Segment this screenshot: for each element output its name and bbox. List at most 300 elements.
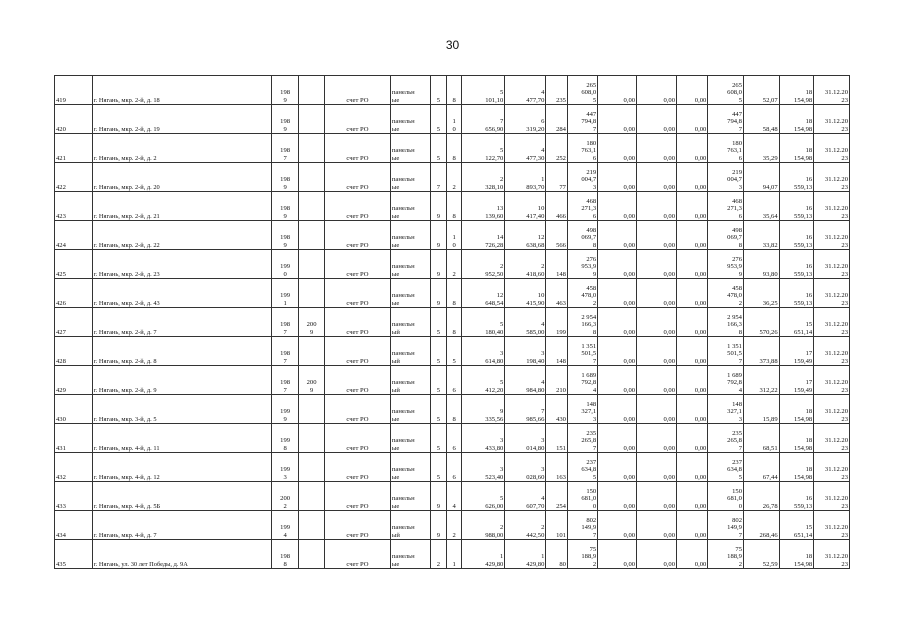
cell-area-total: 3 614,80 xyxy=(462,337,505,366)
cell-year-repair xyxy=(299,105,325,134)
cell-address: г. Нягань, мкр. 4-й, д. 11 xyxy=(92,424,271,453)
cell-unit-cost: 93,80 xyxy=(743,250,779,279)
cell-address: г. Нягань, мкр. 2-й, д. 23 xyxy=(92,250,271,279)
cell-residents: 254 xyxy=(546,482,568,511)
cell-residents: 148 xyxy=(546,337,568,366)
cell-area-living: 12 638,68 xyxy=(505,221,546,250)
cell-funding-regional: 0,00 xyxy=(637,395,677,424)
cell-year-built: 198 8 xyxy=(272,540,299,569)
cell-unit-cost: 52,07 xyxy=(743,76,779,105)
table-row xyxy=(55,511,850,540)
cell-max-unit-cost: 18 154,98 xyxy=(779,453,814,482)
table-row xyxy=(55,395,850,424)
cell-area-living: 3 028,60 xyxy=(505,453,546,482)
cell-max-unit-cost: 15 651,14 xyxy=(779,511,814,540)
cell-floors: 5 xyxy=(430,424,446,453)
cell-funding-federal: 0,00 xyxy=(598,511,637,540)
cell-area-total: 12 648,54 xyxy=(462,279,505,308)
cell-row-number: 433 xyxy=(55,482,93,511)
cell-max-unit-cost: 18 154,98 xyxy=(779,395,814,424)
cell-row-number: 432 xyxy=(55,453,93,482)
cell-year-built: 200 2 xyxy=(272,482,299,511)
cell-funding-regional: 0,00 xyxy=(637,105,677,134)
cell-funding-regional: 0,00 xyxy=(637,424,677,453)
cell-cost-total: 802 149,9 7 xyxy=(567,511,597,540)
cell-entrances: 2 xyxy=(447,250,462,279)
cell-cost-total: 2 954 166,3 8 xyxy=(567,308,597,337)
cell-funding-regional: 0,00 xyxy=(637,540,677,569)
cell-funding-local: 0,00 xyxy=(677,192,708,221)
cell-unit-cost: 52,59 xyxy=(743,540,779,569)
cell-address: г. Нягань, мкр. 2-й, д. 19 xyxy=(92,105,271,134)
cell-funding-regional: 0,00 xyxy=(637,221,677,250)
page-number: 30 xyxy=(445,38,460,52)
cell-deadline: 31.12.20 23 xyxy=(814,366,850,395)
cell-entrances: 8 xyxy=(447,192,462,221)
cell-address: г. Нягань, ул. 30 лет Победы, д. 9А xyxy=(92,540,271,569)
cell-wall-material: панельн ые xyxy=(390,76,430,105)
cell-funding-local: 0,00 xyxy=(677,482,708,511)
cell-year-repair xyxy=(299,337,325,366)
cell-year-built: 198 9 xyxy=(272,192,299,221)
cell-deadline: 31.12.20 23 xyxy=(814,395,850,424)
cell-area-living: 2 442,50 xyxy=(505,511,546,540)
cell-floors: 5 xyxy=(430,366,446,395)
cell-cost-owners: 498 069,7 8 xyxy=(708,221,744,250)
cell-floors: 5 xyxy=(430,134,446,163)
cell-area-living: 4 585,00 xyxy=(505,308,546,337)
cell-entrances: 1 xyxy=(447,540,462,569)
cell-year-repair xyxy=(299,482,325,511)
cell-cost-total: 235 265,8 7 xyxy=(567,424,597,453)
cell-entrances: 2 xyxy=(447,511,462,540)
cell-entrances: 2 xyxy=(447,163,462,192)
cell-area-living: 6 319,20 xyxy=(505,105,546,134)
cell-funding-regional: 0,00 xyxy=(637,366,677,395)
cell-cost-owners: 447 794,8 7 xyxy=(708,105,744,134)
cell-area-total: 5 180,40 xyxy=(462,308,505,337)
table-row xyxy=(55,134,850,163)
cell-funding-federal: 0,00 xyxy=(598,453,637,482)
registry-table xyxy=(54,75,850,569)
cell-funding-regional: 0,00 xyxy=(637,453,677,482)
cell-area-total: 13 139,60 xyxy=(462,192,505,221)
cell-unit-cost: 94,07 xyxy=(743,163,779,192)
cell-fund-method: счет РО xyxy=(325,221,391,250)
cell-cost-total: 468 271,3 6 xyxy=(567,192,597,221)
cell-deadline: 31.12.20 23 xyxy=(814,250,850,279)
cell-funding-local: 0,00 xyxy=(677,279,708,308)
cell-unit-cost: 36,25 xyxy=(743,279,779,308)
cell-funding-local: 0,00 xyxy=(677,366,708,395)
cell-year-repair xyxy=(299,76,325,105)
cell-cost-owners: 150 681,0 0 xyxy=(708,482,744,511)
cell-area-living: 4 607,70 xyxy=(505,482,546,511)
cell-row-number: 420 xyxy=(55,105,93,134)
cell-area-total: 9 335,56 xyxy=(462,395,505,424)
cell-funding-federal: 0,00 xyxy=(598,76,637,105)
cell-entrances: 8 xyxy=(447,395,462,424)
cell-unit-cost: 33,82 xyxy=(743,221,779,250)
cell-wall-material: панельн ый xyxy=(390,366,430,395)
cell-area-living: 10 417,40 xyxy=(505,192,546,221)
cell-row-number: 424 xyxy=(55,221,93,250)
cell-year-repair xyxy=(299,279,325,308)
cell-residents: 77 xyxy=(546,163,568,192)
cell-cost-owners: 219 004,7 3 xyxy=(708,163,744,192)
cell-area-living: 4 984,80 xyxy=(505,366,546,395)
cell-row-number: 429 xyxy=(55,366,93,395)
cell-funding-local: 0,00 xyxy=(677,308,708,337)
cell-row-number: 419 xyxy=(55,76,93,105)
cell-year-repair xyxy=(299,453,325,482)
cell-residents: 163 xyxy=(546,453,568,482)
cell-unit-cost: 373,88 xyxy=(743,337,779,366)
cell-unit-cost: 15,89 xyxy=(743,395,779,424)
cell-row-number: 422 xyxy=(55,163,93,192)
cell-max-unit-cost: 17 159,49 xyxy=(779,337,814,366)
cell-deadline: 31.12.20 23 xyxy=(814,453,850,482)
cell-cost-total: 150 681,0 0 xyxy=(567,482,597,511)
cell-year-built: 198 7 xyxy=(272,308,299,337)
cell-deadline: 31.12.20 23 xyxy=(814,308,850,337)
cell-wall-material: панельн ые xyxy=(390,250,430,279)
cell-row-number: 431 xyxy=(55,424,93,453)
cell-max-unit-cost: 16 559,13 xyxy=(779,221,814,250)
cell-year-repair xyxy=(299,221,325,250)
cell-year-repair xyxy=(299,134,325,163)
cell-deadline: 31.12.20 23 xyxy=(814,76,850,105)
cell-max-unit-cost: 18 154,98 xyxy=(779,105,814,134)
cell-year-built: 198 9 xyxy=(272,105,299,134)
cell-fund-method: счет РО xyxy=(325,395,391,424)
cell-floors: 9 xyxy=(430,221,446,250)
cell-max-unit-cost: 16 559,13 xyxy=(779,163,814,192)
table-row xyxy=(55,308,850,337)
cell-fund-method: счет РО xyxy=(325,366,391,395)
cell-area-living: 4 477,30 xyxy=(505,134,546,163)
cell-entrances: 6 xyxy=(447,453,462,482)
cell-cost-owners: 468 271,3 6 xyxy=(708,192,744,221)
cell-fund-method: счет РО xyxy=(325,308,391,337)
cell-cost-owners: 237 634,8 5 xyxy=(708,453,744,482)
cell-cost-total: 148 327,1 3 xyxy=(567,395,597,424)
cell-year-built: 198 9 xyxy=(272,76,299,105)
cell-funding-local: 0,00 xyxy=(677,250,708,279)
cell-fund-method: счет РО xyxy=(325,105,391,134)
cell-fund-method: счет РО xyxy=(325,279,391,308)
cell-residents: 101 xyxy=(546,511,568,540)
cell-deadline: 31.12.20 23 xyxy=(814,337,850,366)
cell-cost-total: 237 634,8 5 xyxy=(567,453,597,482)
cell-entrances: 8 xyxy=(447,308,462,337)
cell-funding-federal: 0,00 xyxy=(598,250,637,279)
cell-floors: 9 xyxy=(430,279,446,308)
cell-wall-material: панельн ые xyxy=(390,482,430,511)
cell-floors: 9 xyxy=(430,192,446,221)
cell-year-built: 198 7 xyxy=(272,134,299,163)
cell-year-repair xyxy=(299,395,325,424)
cell-wall-material: панельн ые xyxy=(390,105,430,134)
cell-area-total: 3 523,40 xyxy=(462,453,505,482)
cell-unit-cost: 26,78 xyxy=(743,482,779,511)
cell-area-total: 2 328,10 xyxy=(462,163,505,192)
cell-address: г. Нягань, мкр. 2-й, д. 7 xyxy=(92,308,271,337)
cell-address: г. Нягань, мкр. 2-й, д. 9 xyxy=(92,366,271,395)
cell-area-living: 1 893,70 xyxy=(505,163,546,192)
cell-cost-owners: 75 188,9 2 xyxy=(708,540,744,569)
cell-cost-owners: 2 954 166,3 8 xyxy=(708,308,744,337)
cell-wall-material: панельн ый xyxy=(390,337,430,366)
cell-residents: 466 xyxy=(546,192,568,221)
cell-unit-cost: 268,46 xyxy=(743,511,779,540)
cell-row-number: 423 xyxy=(55,192,93,221)
cell-unit-cost: 312,22 xyxy=(743,366,779,395)
table-row xyxy=(55,482,850,511)
cell-floors: 9 xyxy=(430,511,446,540)
cell-year-built: 199 4 xyxy=(272,511,299,540)
cell-deadline: 31.12.20 23 xyxy=(814,540,850,569)
cell-entrances: 8 xyxy=(447,279,462,308)
cell-funding-local: 0,00 xyxy=(677,105,708,134)
cell-year-built: 199 1 xyxy=(272,279,299,308)
cell-row-number: 428 xyxy=(55,337,93,366)
cell-cost-owners: 265 608,0 5 xyxy=(708,76,744,105)
cell-floors: 5 xyxy=(430,105,446,134)
cell-cost-total: 75 188,9 2 xyxy=(567,540,597,569)
cell-cost-total: 1 689 792,8 4 xyxy=(567,366,597,395)
cell-floors: 2 xyxy=(430,540,446,569)
cell-wall-material: панельн ый xyxy=(390,511,430,540)
cell-year-repair xyxy=(299,540,325,569)
cell-row-number: 421 xyxy=(55,134,93,163)
cell-area-total: 5 122,70 xyxy=(462,134,505,163)
cell-entrances: 5 xyxy=(447,337,462,366)
cell-floors: 9 xyxy=(430,482,446,511)
cell-address: г. Нягань, мкр. 2-й, д. 8 xyxy=(92,337,271,366)
cell-funding-local: 0,00 xyxy=(677,540,708,569)
cell-funding-regional: 0,00 xyxy=(637,511,677,540)
cell-funding-regional: 0,00 xyxy=(637,192,677,221)
cell-fund-method: счет РО xyxy=(325,482,391,511)
cell-year-built: 199 0 xyxy=(272,250,299,279)
cell-wall-material: панельн ые xyxy=(390,279,430,308)
cell-funding-federal: 0,00 xyxy=(598,395,637,424)
cell-address: г. Нягань, мкр. 2-й, д. 21 xyxy=(92,192,271,221)
cell-deadline: 31.12.20 23 xyxy=(814,105,850,134)
cell-funding-federal: 0,00 xyxy=(598,337,637,366)
cell-fund-method: счет РО xyxy=(325,192,391,221)
cell-entrances: 1 0 xyxy=(447,105,462,134)
cell-year-repair: 200 9 xyxy=(299,366,325,395)
cell-cost-owners: 1 689 792,8 4 xyxy=(708,366,744,395)
cell-funding-local: 0,00 xyxy=(677,511,708,540)
cell-funding-local: 0,00 xyxy=(677,424,708,453)
cell-fund-method: счет РО xyxy=(325,453,391,482)
cell-max-unit-cost: 16 559,13 xyxy=(779,279,814,308)
cell-area-living: 3 014,80 xyxy=(505,424,546,453)
cell-address: г. Нягань, мкр. 2-й, д. 18 xyxy=(92,76,271,105)
cell-wall-material: панельн ые xyxy=(390,221,430,250)
cell-area-living: 10 415,90 xyxy=(505,279,546,308)
cell-area-total: 7 656,90 xyxy=(462,105,505,134)
registry-body xyxy=(55,76,850,569)
cell-address: г. Нягань, мкр. 4-й, д. 12 xyxy=(92,453,271,482)
cell-floors: 9 xyxy=(430,250,446,279)
cell-address: г. Нягань, мкр. 2-й, д. 2 xyxy=(92,134,271,163)
cell-year-repair xyxy=(299,250,325,279)
cell-deadline: 31.12.20 23 xyxy=(814,424,850,453)
cell-funding-federal: 0,00 xyxy=(598,221,637,250)
cell-max-unit-cost: 18 154,98 xyxy=(779,540,814,569)
cell-area-total: 2 988,00 xyxy=(462,511,505,540)
cell-address: г. Нягань, мкр. 3-й, д. 5 xyxy=(92,395,271,424)
cell-cost-total: 1 351 501,5 7 xyxy=(567,337,597,366)
cell-funding-federal: 0,00 xyxy=(598,134,637,163)
cell-area-living: 7 985,66 xyxy=(505,395,546,424)
cell-deadline: 31.12.20 23 xyxy=(814,511,850,540)
cell-year-repair xyxy=(299,163,325,192)
cell-cost-total: 180 763,1 6 xyxy=(567,134,597,163)
table-row xyxy=(55,192,850,221)
cell-area-total: 1 429,80 xyxy=(462,540,505,569)
cell-area-total: 14 726,28 xyxy=(462,221,505,250)
cell-cost-owners: 148 327,1 3 xyxy=(708,395,744,424)
cell-year-repair xyxy=(299,511,325,540)
cell-area-living: 3 198,40 xyxy=(505,337,546,366)
cell-max-unit-cost: 16 559,13 xyxy=(779,482,814,511)
cell-cost-owners: 458 478,0 2 xyxy=(708,279,744,308)
cell-wall-material: панельн ые xyxy=(390,192,430,221)
table-row xyxy=(55,366,850,395)
cell-fund-method: счет РО xyxy=(325,163,391,192)
cell-funding-local: 0,00 xyxy=(677,163,708,192)
table-row xyxy=(55,163,850,192)
cell-cost-owners: 276 953,9 9 xyxy=(708,250,744,279)
cell-year-repair xyxy=(299,424,325,453)
cell-funding-local: 0,00 xyxy=(677,221,708,250)
cell-funding-federal: 0,00 xyxy=(598,366,637,395)
cell-funding-federal: 0,00 xyxy=(598,163,637,192)
cell-year-built: 199 9 xyxy=(272,395,299,424)
cell-area-total: 5 412,20 xyxy=(462,366,505,395)
table-row xyxy=(55,76,850,105)
cell-year-built: 198 9 xyxy=(272,221,299,250)
cell-unit-cost: 35,29 xyxy=(743,134,779,163)
cell-funding-federal: 0,00 xyxy=(598,279,637,308)
cell-fund-method: счет РО xyxy=(325,540,391,569)
cell-floors: 7 xyxy=(430,163,446,192)
cell-fund-method: счет РО xyxy=(325,337,391,366)
cell-deadline: 31.12.20 23 xyxy=(814,221,850,250)
cell-funding-local: 0,00 xyxy=(677,337,708,366)
cell-residents: 235 xyxy=(546,76,568,105)
cell-unit-cost: 68,51 xyxy=(743,424,779,453)
cell-entrances: 1 0 xyxy=(447,221,462,250)
cell-wall-material: панельн ые xyxy=(390,424,430,453)
cell-cost-total: 458 478,0 2 xyxy=(567,279,597,308)
cell-cost-total: 219 004,7 3 xyxy=(567,163,597,192)
cell-cost-total: 276 953,9 9 xyxy=(567,250,597,279)
cell-unit-cost: 58,48 xyxy=(743,105,779,134)
cell-floors: 5 xyxy=(430,308,446,337)
cell-row-number: 425 xyxy=(55,250,93,279)
cell-deadline: 31.12.20 23 xyxy=(814,134,850,163)
table-row xyxy=(55,337,850,366)
cell-fund-method: счет РО xyxy=(325,134,391,163)
cell-residents: 199 xyxy=(546,308,568,337)
cell-funding-local: 0,00 xyxy=(677,453,708,482)
cell-entrances: 8 xyxy=(447,134,462,163)
cell-entrances: 6 xyxy=(447,424,462,453)
cell-cost-owners: 802 149,9 7 xyxy=(708,511,744,540)
cell-funding-regional: 0,00 xyxy=(637,337,677,366)
cell-funding-federal: 0,00 xyxy=(598,482,637,511)
cell-cost-owners: 180 763,1 6 xyxy=(708,134,744,163)
cell-funding-regional: 0,00 xyxy=(637,279,677,308)
cell-year-repair: 200 9 xyxy=(299,308,325,337)
cell-row-number: 426 xyxy=(55,279,93,308)
cell-funding-federal: 0,00 xyxy=(598,308,637,337)
cell-row-number: 427 xyxy=(55,308,93,337)
cell-year-built: 199 8 xyxy=(272,424,299,453)
cell-floors: 5 xyxy=(430,76,446,105)
table-row xyxy=(55,105,850,134)
cell-cost-owners: 235 265,8 7 xyxy=(708,424,744,453)
cell-funding-federal: 0,00 xyxy=(598,540,637,569)
table-row xyxy=(55,453,850,482)
cell-deadline: 31.12.20 23 xyxy=(814,279,850,308)
cell-entrances: 4 xyxy=(447,482,462,511)
table-row xyxy=(55,540,850,569)
cell-area-total: 3 433,80 xyxy=(462,424,505,453)
table-row xyxy=(55,221,850,250)
cell-residents: 151 xyxy=(546,424,568,453)
cell-entrances: 6 xyxy=(447,366,462,395)
cell-wall-material: панельн ые xyxy=(390,134,430,163)
cell-area-total: 5 101,10 xyxy=(462,76,505,105)
table-row xyxy=(55,279,850,308)
cell-cost-owners: 1 351 501,5 7 xyxy=(708,337,744,366)
cell-fund-method: счет РО xyxy=(325,76,391,105)
cell-funding-federal: 0,00 xyxy=(598,105,637,134)
cell-max-unit-cost: 18 154,98 xyxy=(779,424,814,453)
table-row xyxy=(55,250,850,279)
cell-funding-regional: 0,00 xyxy=(637,308,677,337)
cell-fund-method: счет РО xyxy=(325,424,391,453)
cell-max-unit-cost: 18 154,98 xyxy=(779,134,814,163)
cell-max-unit-cost: 16 559,13 xyxy=(779,192,814,221)
cell-residents: 430 xyxy=(546,395,568,424)
cell-wall-material: панельн ые xyxy=(390,163,430,192)
cell-area-total: 5 626,00 xyxy=(462,482,505,511)
cell-address: г. Нягань, мкр. 2-й, д. 20 xyxy=(92,163,271,192)
cell-funding-regional: 0,00 xyxy=(637,163,677,192)
cell-residents: 148 xyxy=(546,250,568,279)
cell-funding-local: 0,00 xyxy=(677,134,708,163)
cell-floors: 5 xyxy=(430,453,446,482)
cell-max-unit-cost: 15 651,14 xyxy=(779,308,814,337)
cell-residents: 284 xyxy=(546,105,568,134)
cell-funding-regional: 0,00 xyxy=(637,134,677,163)
cell-funding-regional: 0,00 xyxy=(637,250,677,279)
cell-year-built: 198 9 xyxy=(272,163,299,192)
cell-funding-federal: 0,00 xyxy=(598,424,637,453)
cell-residents: 210 xyxy=(546,366,568,395)
cell-fund-method: счет РО xyxy=(325,511,391,540)
cell-residents: 80 xyxy=(546,540,568,569)
cell-wall-material: панельн ый xyxy=(390,308,430,337)
